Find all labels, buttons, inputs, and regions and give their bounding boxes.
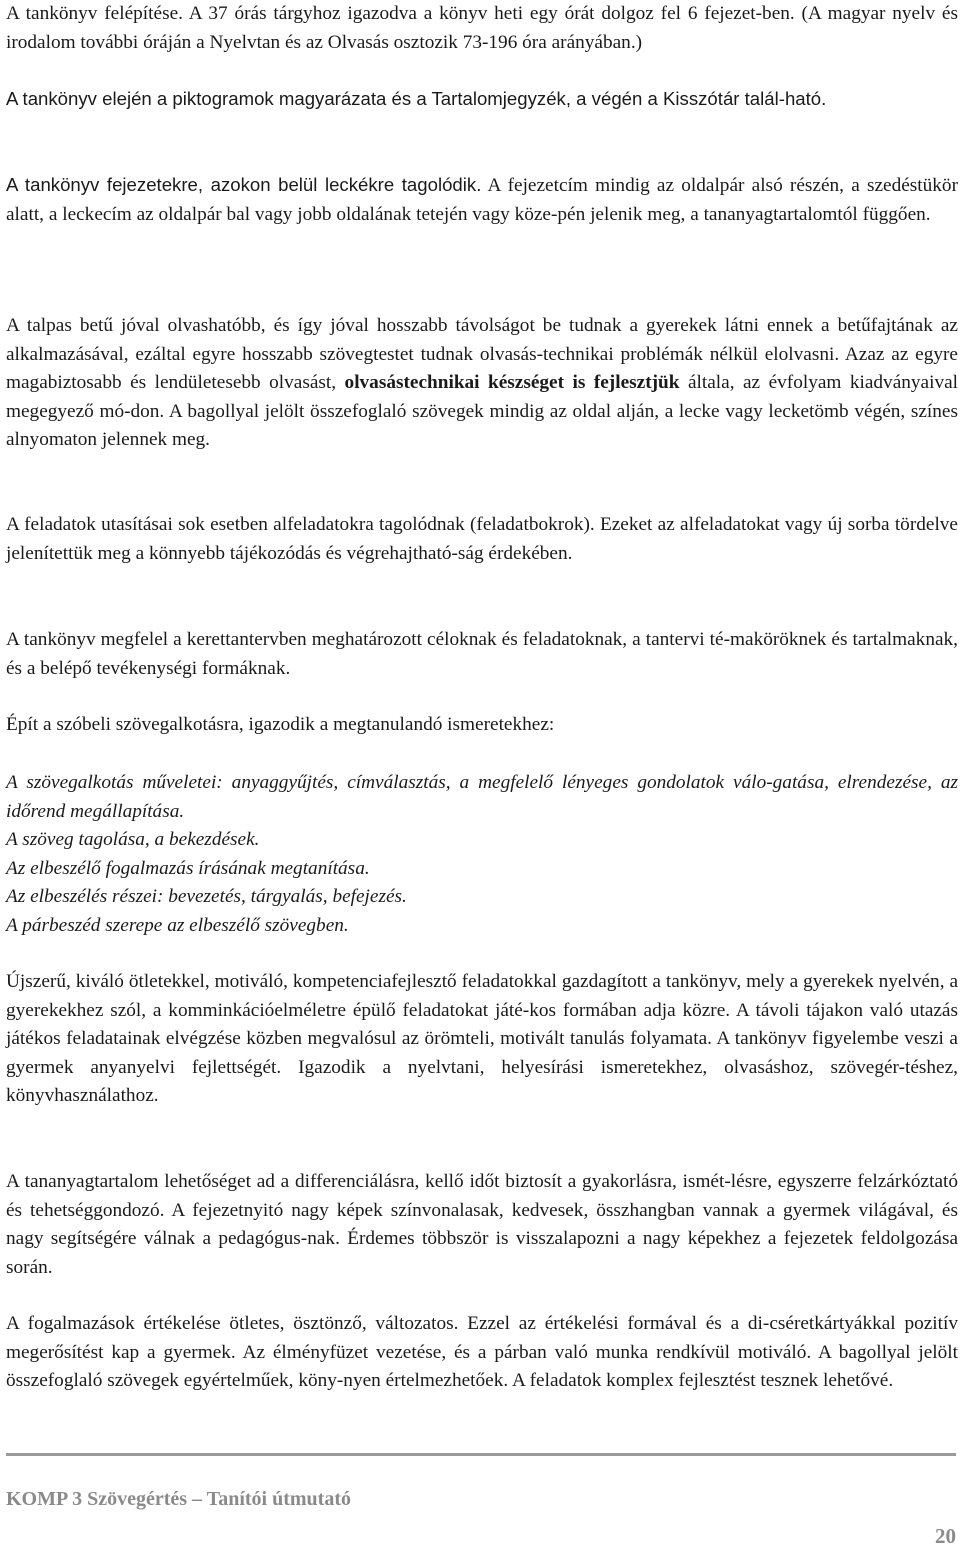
topic-list-item: Az elbeszélés részei: bevezetés, tárgyalás, befejezés. bbox=[6, 886, 407, 908]
paragraph-tasks bbox=[6, 511, 958, 568]
paragraph-font bbox=[6, 312, 958, 455]
footer-divider bbox=[6, 1453, 956, 1456]
paragraph-pictograms bbox=[6, 85, 958, 114]
paragraph-chapters-body: A fejezetcím mindig az oldalpár alsó részén, a szedéstükör alatt, a leckecím az oldalpár bal vagy jobb oldalának tetején vagy köze-pén jelenik meg, a tananyagtartalomtól függően. bbox=[6, 175, 958, 225]
paragraph-oral bbox=[6, 711, 958, 740]
paragraph-structure-text: A tankönyv felépítése. A 37 órás tárgyhoz igazodva a könyv heti egy órát dolgoz fel 6 fejezet-ben. (A magyar nyelv és irodalom további óráján a Nyelvtan és az Olvasás osztozik 73-196 óra arányában.) bbox=[6, 3, 958, 53]
topic-list-item: A szövegalkotás műveletei: anyaggyűjtés, címválasztás, a megfelelő lényeges gondolatok válo-gatása, elrendezése, az időrend megállapítása. bbox=[6, 772, 958, 822]
paragraph-oral-text: Épít a szóbeli szövegalkotásra, igazodik a megtanulandó ismeretekhez: bbox=[6, 714, 555, 735]
paragraph-evaluation-text: A fogalmazások értékelése ötletes, ösztönző, változatos. Ezzel az értékelési formával és a di-cséretkártyákkal pozitív megerősítést kap a gyermek. Az élményfüzet vezetése, és a párban való munka rendkívül motiváló. A bagollyal jelölt összefoglaló szövegek egyértelműek, köny-nyen értelmezhetőek. A feladatok komplex fejlesztést tesznek lehetővé. bbox=[6, 1313, 958, 1392]
paragraph-pictograms-text: A tankönyv elején a piktogramok magyarázata és a Tartalomjegyzék, a végén a Kisszótár talál-ható. bbox=[6, 88, 827, 109]
paragraph-font-bold: olvasástechnikai készséget is fejlesztjük bbox=[344, 372, 680, 394]
page-number: 20 bbox=[935, 1524, 956, 1548]
paragraph-curriculum bbox=[6, 626, 958, 683]
paragraph-innovative-text: Újszerű, kiváló ötletekkel, motiváló, kompetenciafejlesztő feladatokkal gazdagított a tankönyv, mely a gyerekek nyelvén, a gyerekekhez szól, a komminkációelméletre épülő feladatokat játé-kos formában adja közre. A távoli tájakon való utazás játékos feladatainak elvégzése közben megvalósul az örömteli, motivált tanulás folyamata. A tankönyv figyelembe veszi a gyermek anyanyelvi fejlettségét. Igazodik a nyelvtani, helyesírási ismeretekhez, olvasáshoz, szövegér-téshez, könyvhasználathoz. bbox=[6, 971, 958, 1107]
paragraph-chapters-lead: A tankönyv fejezetekre, azokon belül leckékre tagolódik. bbox=[6, 174, 482, 195]
paragraph-differentiation bbox=[6, 1168, 958, 1282]
footer-title: KOMP 3 Szövegértés – Tanítói útmutató bbox=[6, 1488, 351, 1510]
paragraph-font-text-a: A talpas betű jóval olvashatóbb, és így jóval hosszabb távolságot be tudnak a gyerekek látni ennek a betűfajtának az alkalmazásával, ezáltal egyre hosszabb szövegtestet tudnak olvasás-technikai problémák nélkül elolvasni. Azaz az egyre magabiztosabb és lendületesebb olvasást, bbox=[6, 315, 958, 394]
paragraph-innovative bbox=[6, 968, 958, 1111]
paragraph-curriculum-text: A tankönyv megfelel a kerettantervben meghatározott céloknak és feladatoknak, a tantervi té-maköröknek és tartalmaknak, és a belépő tevékenységi formáknak. bbox=[6, 629, 958, 679]
paragraph-differentiation-text: A tananyagtartalom lehetőséget ad a differenciálásra, kellő időt biztosít a gyakorlásra, ismét-lésre, egyszerre felzárkóztató és tehetséggondozó. A fejezetnyitó nagy képek színvonalasak, kedvesek, összhangban vannak a gyermek világával, és nagy segítségére válnak a pedagógus-nak. Érdemes többször is visszalapozni a nagy képekhez a fejezetek feldolgozása során. bbox=[6, 1171, 958, 1278]
paragraph-structure bbox=[6, 0, 958, 57]
paragraph-evaluation bbox=[6, 1310, 958, 1396]
paragraph-chapters bbox=[6, 171, 958, 229]
paragraph-font-text-b: általa, az évfolyam kiadványaival megegyező mó-don. A bagollyal jelölt összefoglaló szövegek mindig az oldal alján, a lecke vagy lecketömb végén, színes alnyomaton jelennek meg. bbox=[6, 372, 959, 451]
topic-list-item: A párbeszéd szerepe az elbeszélő szövegben. bbox=[6, 914, 349, 936]
topic-list-item: Az elbeszélő fogalmazás írásának megtanítása. bbox=[6, 857, 370, 879]
topic-list bbox=[6, 769, 958, 941]
paragraph-tasks-text: A feladatok utasításai sok esetben alfeladatokra tagolódnak (feladatbokrok). Ezeket az alfeladatokat vagy új sorba tördelve jelenítettük meg a könnyebb tájékozódás és végrehajtható-ság érdekében. bbox=[6, 514, 958, 564]
topic-list-item: A szöveg tagolása, a bekezdések. bbox=[6, 829, 260, 851]
